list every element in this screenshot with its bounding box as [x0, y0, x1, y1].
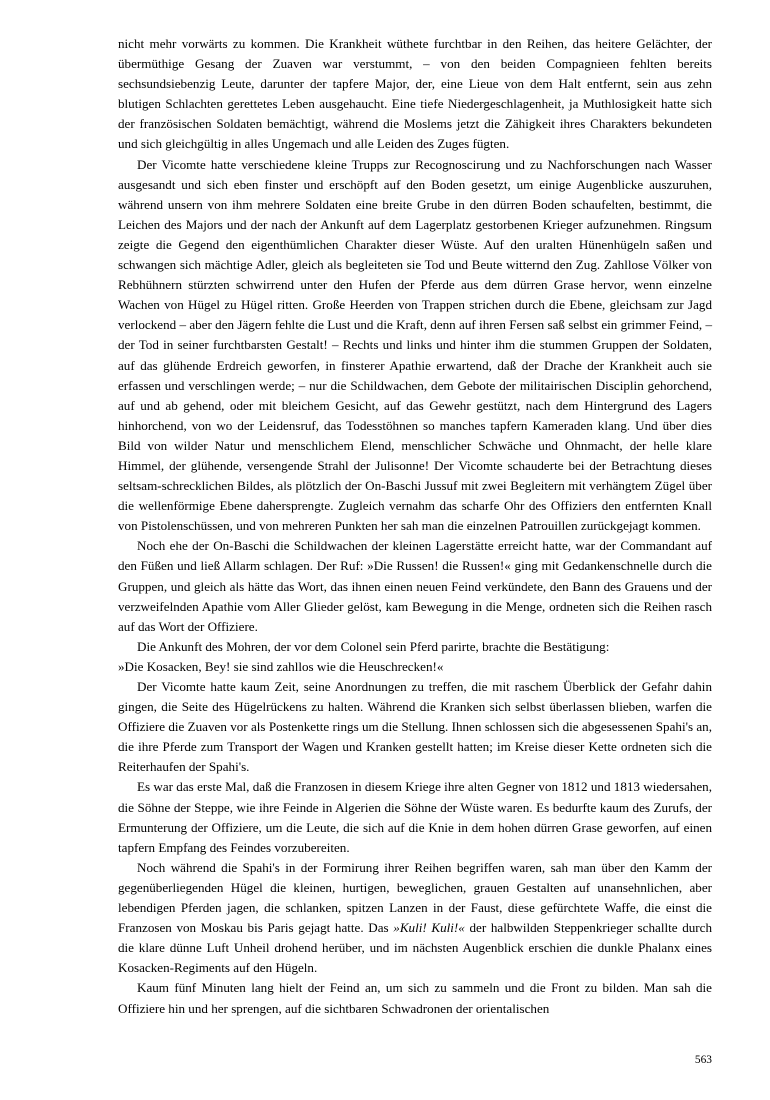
paragraph: Noch ehe der On-Baschi die Schildwachen der kleinen Lagerstätte erreicht hatte, war der Commandant auf den Füßen und ließ Allarm schlagen. Der Ruf: »Die Russen! die Russen!« ging mit Gedankenschnelle durch die Gruppen, und gleich als hätte das Wort, das ihnen einen neuen Feind verkündete, den Bann des Grauens und der verzweifelnden Apathie vom Aller Glieder gelöst, kam Bewegung in die Menge, ordneten sich die Reihen rasch auf das Wort der Offiziere. — [118, 538, 712, 634]
page-body — [118, 34, 712, 1019]
paragraph: Der Vicomte hatte kaum Zeit, seine Anordnungen zu treffen, die mit raschem Überblick der Gefahr dahin gingen, die Seite des Hügelrückens zu halten. Während die Kranken sich selbst überlassen blieben, warfen die Offiziere die Zuaven vor als Postenkette rings um die Stellung. Ihnen schlossen sich die abgesessenen Spahi's an, die ihre Pferde zum Transport der Wagen und Kranken gestellt hatten; im Kreise dieser Kette ordneten sich die Reiterhaufen der Spahi's. — [118, 679, 712, 775]
paragraph: Kaum fünf Minuten lang hielt der Feind an, um sich zu sammeln und die Front zu bilden. Man sah die Offiziere hin und her sprengen, auf die sichtbaren Schwadronen der orientalischen — [118, 980, 712, 1016]
page-number: 563 — [694, 1053, 712, 1066]
paragraph-dialogue: »Die Kosacken, Bey! sie sind zahllos wie die Heuschrecken!« — [118, 658, 444, 674]
paragraph: Die Ankunft des Mohren, der vor dem Colonel sein Pferd parirte, brachte die Bestätigung: — [136, 638, 610, 654]
paragraph-with-emphasis: Noch während die Spahi's in der Formirung ihrer Reihen begriffen waren, sah man über den Kamm der gegenüberliegenden Hügel die kleinen, hurtigen, beweglichen, grauen Gestalten auf unansehnlichen, aber lebendigen Pferden jagen, die schlanken, spitzen Lanzen in der Faust, diese gefürchtete Waffe, die einst die Franzosen von Moskau bis Paris gejagt hatte. Das »Kuli! Kuli!« der halbwilden Steppenkrieger schallte durch die klare dünne Luft Unheil drohend herüber, und im nächsten Augenblick erschien die dunkle Phalanx eines Kosacken-Regiments auf den Hügeln. — [118, 859, 713, 976]
paragraph: Der Vicomte hatte verschiedene kleine Trupps zur Recognoscirung und zu Nachforschungen nach Wasser ausgesandt und sich eben finster und erschöpft auf den Boden gesetzt, um einige Augenblicke auszuruhen, während unsern von ihm mehrere Soldaten eine breite Grube in den dürren Boden schaufelten, bestimmt, die Leichen des Majors und der nach der Ankunft auf dem Lagerplatz gestorbenen Krieger aufzunehmen. Ringsum zeigte die Gegend den eigenthümlichen Charakter dieser Wüste. Auf den uralten Hünenhügeln saßen und schwangen sich mächtige Adler, gleich als begleiteten sie Tod und Beute witternd den Zug. Zahllose Völker von Rebhühnern stürzten schwirrend unter den Hufen der Pferde aus dem dürren Grase hervor, wenn einzelne Wachen von Hügel zu Hügel ritten. Große Heerden von Trappen strichen durch die Ebene, gleichsam zur Jagd verlockend – aber den Jägern fehlte die Lust und die Kraft, denn auf ihren Fersen saß selbst ein grimmer Feind, – der Tod in seiner furchtbarsten Gestalt! – Rechts und links und hinter ihm die stummen Gruppen der Soldaten, auf das glühende Erdreich geworfen, in finsterer Apathie erwartend, daß der Drache der Krankheit auch sie erfassen und verschlingen werde; – nur die Schildwachen, dem Gebote der militairischen Disciplin gehorchend, auf und ab gehend, oder mit bleichem Gesicht, auf das Gewehr gestützt, nach dem Hintergrund des Lagers hinhorchend, von wo der Leidensruf, das Todesstöhnen so manches tapfern Kameraden klang. Und über dies Bild von wilder Natur und menschlichem Elend, menschlicher Schwäche und Ohnmacht, der helle klare Himmel, der glühende, versengende Strahl der Julisonne! Der Vicomte schauderte bei der Betrachtung dieses seltsam-schrecklichen Bildes, als plötzlich der On-Baschi Jussuf mit zwei Begleitern mit verhängtem Zügel über die wellenförmige Ebene dahersprengte. Zugleich vernahm das scharfe Ohr des Offiziers den entfernten Knall von Pistolenschüssen, und von mehreren Punkten her sah man die einzelnen Patrouillen zurückgejagt kommen. — [118, 156, 712, 534]
paragraph: Es war das erste Mal, daß die Franzosen in diesem Kriege ihre alten Gegner von 1812 und 1813 wiedersahen, die Söhne der Steppe, wie ihre Feinde in Algerien die Söhne der Wüste waren. Es bedurfte kaum des Zurufs, der Ermunterung der Offiziere, um die Leute, die sich auf die Knie in dem hohen dürren Grase geworfen, auf einen tapfern Empfang des Feindes vorzubereiten. — [118, 779, 712, 855]
paragraph: nicht mehr vorwärts zu kommen. Die Krankheit wüthete furchtbar in den Reihen, das heitere Gelächter, der übermüthige Gesang der Zuaven war verstummt, – von den beiden Compagnieen fehlten bereits sechsundsiebenzig Leute, darunter der tapfere Major, der, eine Lieue von dem Halt entfernt, sein aus zehn blutigen Schlachten gerettetes Leben ausgehaucht. Eine tiefe Niedergeschlagenheit, ja Muthlosigkeit hatte sich der französischen Soldaten bemächtigt, während die Moslems jetzt die Zähigkeit ihres Charakters bekundeten und sich gleichgültig in alles Ungemach und alle Leiden des Zuges fügten. — [118, 36, 712, 152]
